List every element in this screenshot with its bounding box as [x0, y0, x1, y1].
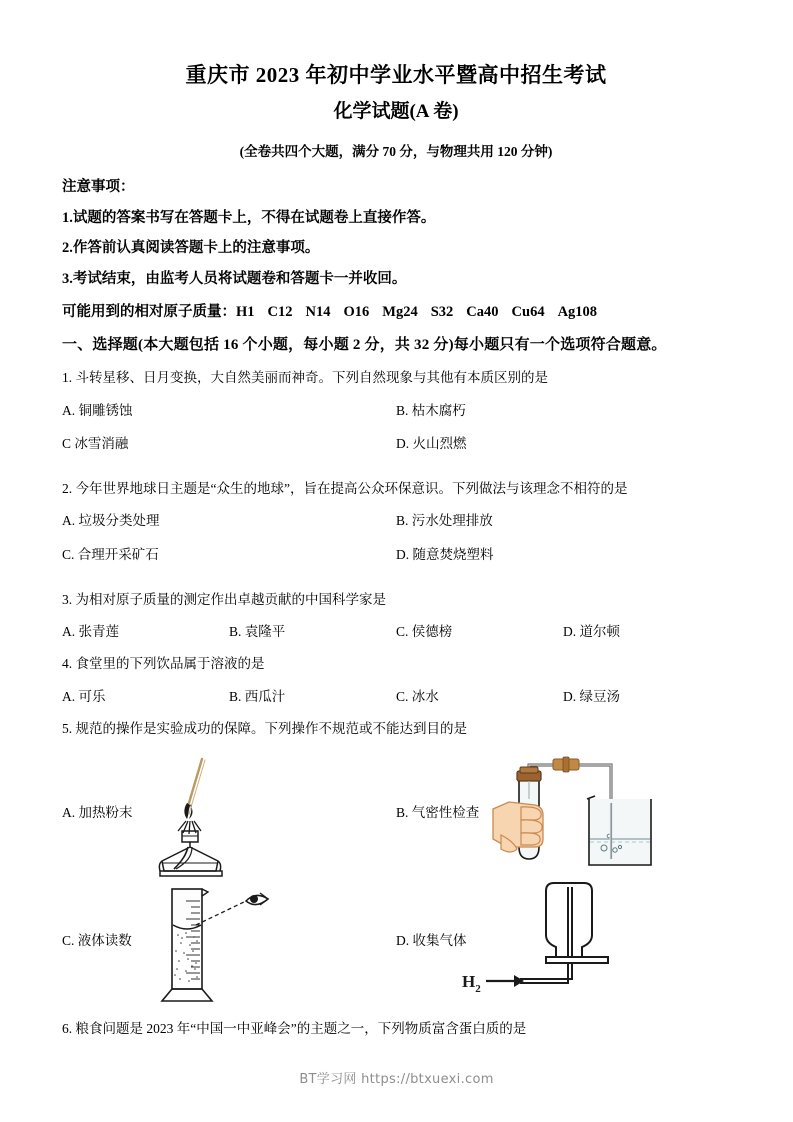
footer-watermark: BT学习网 https://btxuexi.com	[299, 1072, 494, 1087]
atomic-mass-c: C12	[267, 304, 293, 321]
question-2-option-d[interactable]: D. 随意焚烧塑料	[396, 546, 494, 562]
graduated-cylinder-reading-icon	[134, 881, 294, 1007]
question-4-option-d[interactable]: D. 绿豆汤	[563, 688, 620, 704]
question-5-option-b[interactable]	[396, 751, 730, 879]
atomic-mass-label: 可能用到的相对原子质量：	[62, 304, 236, 321]
question-3-option-d[interactable]: D. 道尔顿	[563, 624, 620, 639]
question-4-option-a[interactable]: A. 可乐	[62, 688, 106, 704]
page-subtitle: 化学试题(A 卷)	[333, 100, 459, 122]
notice-item-2: 2.作答前认真阅读答题卡上的注意事项。	[62, 240, 320, 257]
question-1-options	[62, 401, 730, 468]
notice-item-3: 3.考试结束，由监考人员将试题卷和答题卡一并收回。	[62, 270, 407, 287]
question-1-option-d[interactable]: D. 火山烈燃	[396, 435, 467, 451]
page-content	[62, 60, 730, 1051]
atomic-mass-ag: Ag108	[557, 304, 598, 321]
section-header-multiple-choice: 一、选择题(本大题包括 16 个小题，每小题 2 分，共 32 分)每小题只有一个选项符合题意。	[62, 337, 667, 354]
question-3-option-a[interactable]: A. 张青莲	[62, 624, 119, 639]
atomic-mass-h: H1	[236, 304, 255, 321]
exam-meta-line: (全卷共四个大题，满分 70 分，与物理共用 120 分钟)	[239, 144, 553, 159]
question-4	[62, 654, 730, 707]
question-2-stem: 2. 今年世界地球日主题是“众生的地球”，旨在提高公众环保意识。下列做法与该理念不相符的是	[62, 481, 628, 496]
question-5-figure-options	[62, 751, 730, 1007]
alcohol-lamp-heating-icon	[142, 751, 282, 879]
atomic-mass-mg: Mg24	[382, 304, 418, 321]
question-2-option-b[interactable]: B. 污水处理排放	[396, 513, 493, 529]
atomic-mass-ca: Ca40	[466, 304, 499, 321]
question-4-option-b[interactable]: B. 西瓜汁	[229, 688, 286, 704]
question-3	[62, 590, 730, 643]
question-5	[62, 719, 730, 1007]
eye-icon	[246, 893, 268, 905]
question-2-option-a[interactable]: A. 垃圾分类处理	[62, 513, 160, 529]
question-1	[62, 368, 730, 467]
question-1-option-b[interactable]: B. 枯木腐朽	[396, 402, 466, 418]
question-5-option-b-label: B. 气密性检查	[396, 805, 480, 820]
question-3-stem: 3. 为相对原子质量的测定作出卓越贡献的中国科学家是	[62, 591, 386, 607]
atomic-mass-cu: Cu64	[511, 304, 545, 321]
question-6	[62, 1019, 730, 1039]
question-1-option-a[interactable]: A. 铜雕锈蚀	[62, 402, 133, 418]
question-1-stem: 1. 斗转星移、日月变换，大自然美丽而神奇。下列自然现象与其他有本质区别的是	[62, 370, 548, 386]
question-5-option-c[interactable]	[62, 879, 396, 1007]
atomic-mass-n: N14	[305, 304, 331, 321]
gas-collection-icon	[456, 879, 666, 1007]
page-title: 重庆市 2023 年初中学业水平暨高中招生考试	[185, 63, 607, 87]
airtightness-check-icon	[491, 747, 691, 879]
gas-label-h2: $H_2$	[462, 972, 481, 995]
question-2-option-c[interactable]: C. 合理开采矿石	[62, 546, 159, 562]
question-5-option-a-label: A. 加热粉末	[62, 805, 133, 820]
relative-atomic-mass-line	[62, 300, 730, 321]
question-5-option-d-label: D. 收集气体	[396, 933, 467, 948]
notice-item-1: 1.试题的答案书写在答题卡上，不得在试题卷上直接作答。	[62, 209, 436, 226]
question-2-options	[62, 511, 730, 578]
question-5-stem: 5. 规范的操作是实验成功的保障。下列操作不规范或不能达到目的是	[62, 720, 467, 736]
question-1-option-c[interactable]: C 冰雪消融	[62, 435, 129, 451]
question-2	[62, 479, 730, 578]
question-3-options	[62, 622, 730, 642]
atomic-mass-o: O16	[343, 304, 370, 321]
question-4-option-c[interactable]: C. 冰水	[396, 688, 439, 704]
question-6-stem: 6. 粮食问题是 2023 年“中国一中亚峰会”的主题之一，下列物质富含蛋白质的是	[62, 1021, 527, 1036]
question-3-option-c[interactable]: C. 侯德榜	[396, 624, 453, 639]
question-4-stem: 4. 食堂里的下列饮品属于溶液的是	[62, 656, 265, 672]
question-5-option-d[interactable]	[396, 879, 730, 1007]
question-3-option-b[interactable]: B. 袁隆平	[229, 624, 286, 639]
notice-heading: 注意事项：	[62, 179, 135, 195]
question-5-option-a[interactable]	[62, 751, 396, 879]
atomic-mass-s: S32	[430, 304, 454, 321]
question-5-option-c-label: C. 液体读数	[62, 933, 132, 948]
question-4-options	[62, 687, 730, 707]
